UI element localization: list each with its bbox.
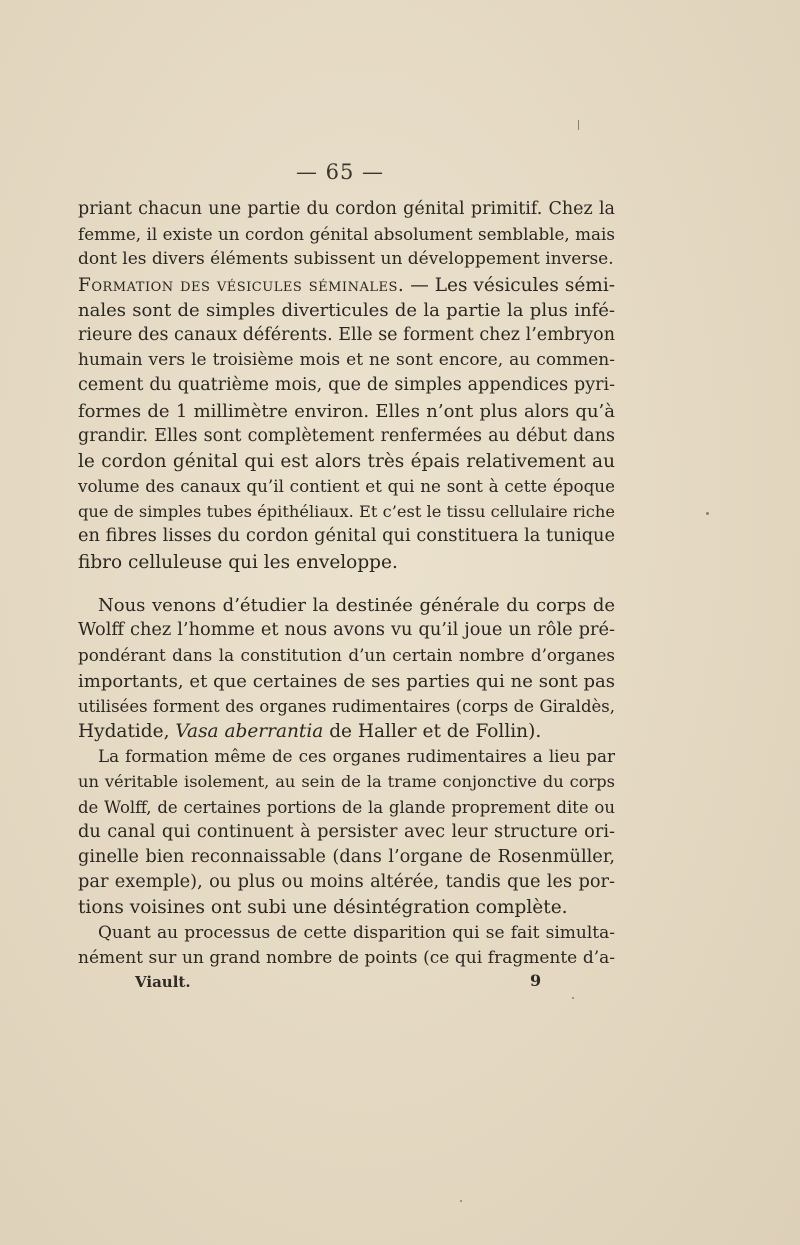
text-line: pondérant dans la constitution d’un certain nombre d’organes	[78, 645, 615, 666]
text-line: nément sur un grand nombre de points (ce qui fragmente d’a-	[78, 947, 615, 968]
text-fragment: de Haller et de Follin).	[323, 720, 542, 742]
page-number: — 65 —	[295, 160, 385, 184]
text-line	[78, 719, 615, 744]
text-line: tions voisines ont subi une désintégration complète.	[78, 897, 568, 919]
text-fragment: Hydatide,	[78, 720, 176, 742]
text-line: rieure des canaux déférents. Elle se forment chez l’embryon	[78, 324, 615, 345]
text-line: grandir. Elles sont complètement renfermées au début dans	[78, 425, 615, 446]
footer-author: Viault.	[135, 973, 191, 991]
paragraph-continuation	[78, 197, 615, 273]
text-line: le cordon génital qui est alors très épais relativement au	[78, 450, 615, 472]
footer-signature: 9	[530, 971, 542, 990]
section-heading: Formation des vésicules séminales.	[78, 274, 405, 296]
text-line: dont les divers éléments subissent un développement inverse.	[78, 249, 614, 270]
text-line: nales sont de simples diverticules de la partie la plus infé-	[78, 299, 615, 321]
text-line: un véritable isolement, au sein de la trame conjonctive du corps	[78, 772, 615, 792]
paragraph-corps-de-wolff	[78, 593, 615, 744]
text-line: que de simples tubes épithéliaux. Et c’est le tissu cellulaire riche	[78, 502, 615, 522]
text-line: femme, il existe un cordon génital absolument semblable, mais	[78, 224, 615, 245]
text-line: utilisées forment des organes rudimentaires (corps de Giraldès,	[78, 696, 615, 716]
text-line: importants, et que certaines de ses parties qui ne sont pas	[78, 670, 615, 692]
section-vesicules-seminales	[78, 273, 615, 575]
text-line: formes de 1 millimètre environ. Elles n’ont plus alors qu’à	[78, 400, 615, 422]
text-line: cement du quatrième mois, que de simples appendices pyri-	[78, 375, 615, 396]
text-line: La formation même de ces organes rudimentaires a lieu par	[98, 746, 615, 767]
text-line: en fibres lisses du cordon génital qui constituera la tunique	[78, 526, 615, 547]
paragraph-organes-rudimentaires	[78, 744, 615, 920]
text-line: ginelle bien reconnaissable (dans l’organe de Rosenmüller,	[78, 846, 615, 867]
text-line: par exemple), ou plus ou moins altérée, tandis que les por-	[78, 872, 615, 893]
paper-speck	[460, 1200, 462, 1202]
text-line: Wolff chez l’homme et nous avons vu qu’il joue un rôle pré-	[78, 620, 615, 641]
paper-speck	[578, 120, 579, 130]
text-line	[78, 273, 615, 298]
text-line: de Wolff, de certaines portions de la glande proprement dite ou	[78, 797, 615, 817]
paper-speck	[706, 512, 709, 515]
text-line: humain vers le troisième mois et ne sont encore, au commen-	[78, 350, 615, 371]
paper-speck	[572, 997, 574, 999]
text-line: priant chacun une partie du cordon génital primitif. Chez la	[78, 199, 615, 219]
text-line: volume des canaux qu’il contient et qui ne sont à cette époque	[78, 476, 615, 497]
text-line: fibro celluleuse qui les enveloppe.	[78, 551, 398, 573]
text-line: Nous venons d’étudier la destinée générale du corps de	[98, 595, 615, 616]
italic-term: Vasa aberrantia	[175, 720, 324, 742]
paragraph-processus	[78, 921, 615, 971]
text-fragment: — Les vésicules sémi-	[404, 274, 615, 296]
text-line: Quant au processus de cette disparition qui se fait simulta-	[98, 922, 615, 943]
text-line: du canal qui continuent à persister avec leur structure ori-	[78, 821, 615, 842]
